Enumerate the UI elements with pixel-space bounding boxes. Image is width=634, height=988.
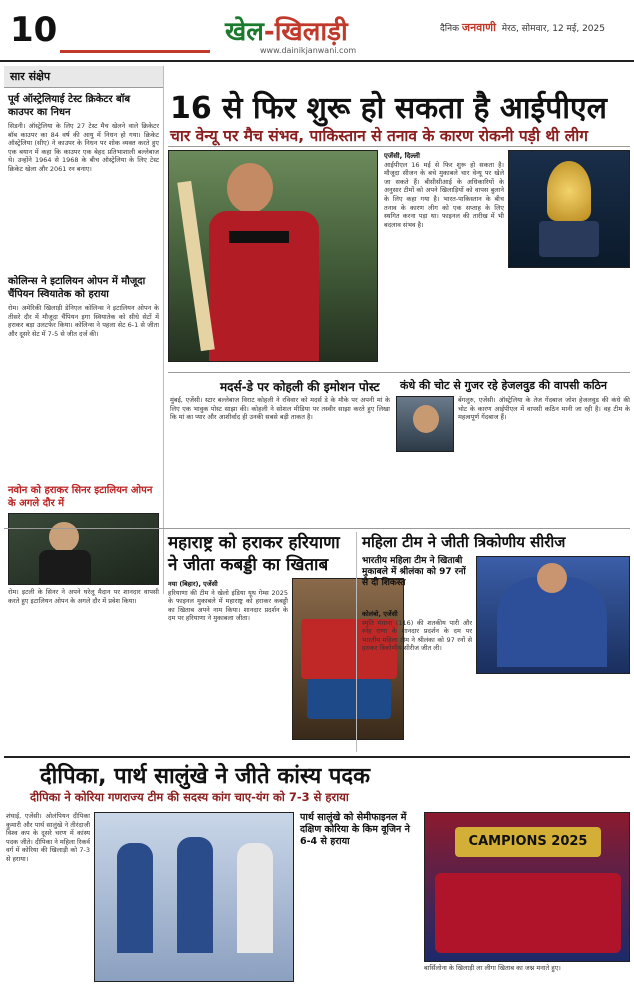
virat-batting-photo bbox=[168, 150, 378, 362]
header-rule bbox=[60, 50, 210, 53]
website-link[interactable]: www.dainikjanwani.com bbox=[260, 46, 357, 55]
lead-body: आईपीएल 16 मई से फिर शुरू हो सकता है। मौजूदा सीजन के बचे मुकाबले चार वेन्यू पर खेले जा सकते हैं। बीसीसीआई के अधिकारियों के अनुसार टीमों को अपने खिलाड़ियों को वापस बुलाने के लिए कहा गया है। भारत-पाकिस्तान के बीच तनाव के कारण लीग को एक सप्ताह के लिए स्थगित करना पड़ा था। फाइनल की तारीख में भी बदलाव संभव है। bbox=[384, 160, 504, 229]
brief-1-headline: पूर्व ऑस्ट्रेलियाई टेस्ट क्रिकेटर बॉब काउपर का निधन bbox=[8, 94, 131, 118]
lead-headline: 16 से फिर शुरू हो सकता है आईपीएल bbox=[170, 91, 607, 126]
football-caption: बार्सिलोना के खिलाड़ी ला लीगा खिताब का जश्न मनाते हुए। bbox=[424, 964, 561, 972]
barcelona-celebration-photo bbox=[424, 812, 630, 962]
paper-prefix: दैनिक bbox=[440, 24, 460, 34]
mid-rule bbox=[4, 528, 630, 529]
page-header bbox=[0, 0, 634, 62]
lead-subheadline: चार वेन्यू पर मैच संभव, पाकिस्तान से तनाव के कारण रोकनी पड़ी थी लीग bbox=[170, 127, 588, 145]
mid-divider bbox=[356, 532, 357, 752]
hazlewood-body: बेंगलुरु, एजेंसी। ऑस्ट्रेलिया के तेज गेंदबाज जोश हेजलवुड की कंधे की चोट के कारण आईपीएल में वापसी कठिन मानी जा रही है। वह टीम के महत्वपूर्ण गेंदबाज हैं। bbox=[458, 396, 630, 422]
brief-3-headline: नवोन को हराकर सिनर इटालियन ओपन के अगले दौर में bbox=[8, 485, 153, 509]
page-number: 10 bbox=[10, 10, 58, 50]
hazlewood-headline: कंधे की चोट से गुजर रहे हेजलवुड की वापसी कठिन bbox=[400, 379, 608, 392]
section-title bbox=[225, 12, 348, 48]
kohli-rule bbox=[168, 372, 630, 373]
brief-2-headline: कोलिन्स ने इटालियन ओपन में मौजूदा चैंपियन स्वियातेक को हराया bbox=[8, 276, 146, 300]
lead-dateline: एजेंसी, दिल्ली bbox=[384, 152, 420, 160]
brief-3-caption: रोम। इटली के सिनर ने अपने घरेलू मैदान पर शानदार वापसी करते हुए इटालियन ओपन के अगले दौर में प्रवेश किया। bbox=[8, 588, 159, 605]
campions-banner: CAMPIONS 2025 bbox=[455, 827, 601, 857]
kabaddi-headline: महाराष्ट्र को हराकर हरियाणा ने जीता कबड्डी का खिताब bbox=[168, 533, 340, 575]
brief-2-body: रोम। अमेरिकी खिलाड़ी डेनिएल कोलिन्स ने इटालियन ओपन के तीसरे दौर में मौजूदा चैंपियन इगा स्वियातेक को सीधे सेटों में हराकर बड़ा उलटफेर किया। कोलिन्स ने पहला सेट 6-1 से जीता और दूसरे सेट में 7-5 से जीत दर्ज की। bbox=[8, 304, 159, 338]
hazlewood-photo bbox=[396, 396, 454, 452]
women-team-photo bbox=[476, 556, 630, 674]
lead-rule bbox=[168, 146, 630, 147]
kabaddi-body: हरियाणा की टीम ने खेलो इंडिया यूथ गेम्स 2025 के फाइनल मुकाबले में महाराष्ट्र को हराकर कबड्डी का खिताब अपने नाम किया। शानदार प्रदर्शन के दम पर हरियाणा ने मुकाबला जीता। bbox=[168, 588, 288, 623]
women-dateline: कोलंबो, एजेंसी bbox=[362, 610, 398, 618]
women-headline: महिला टीम ने जीती त्रिकोणीय सीरीज bbox=[362, 533, 566, 551]
women-body-col bbox=[362, 610, 472, 740]
archery-medalists-photo bbox=[94, 812, 294, 982]
women-subhead: भारतीय महिला टीम ने खिताबी मुकाबले में श्रीलंका को 97 रनों से दी शिकस्त bbox=[362, 556, 466, 588]
kabaddi-dateline: नया (बिहार), एजेंसी bbox=[168, 580, 218, 588]
deepika-headline: दीपिका, पार्थ सालुंखे ने जीते कांस्य पदक bbox=[40, 764, 370, 789]
deepika-subhead: दीपिका ने कोरिया गणराज्य टीम की सदस्य कांग चाए-यंग को 7-3 से हराया bbox=[30, 790, 349, 804]
paper-name: जनवाणी bbox=[461, 21, 496, 34]
sidebar-title: सार संक्षेप bbox=[4, 66, 163, 88]
sidebar-briefs bbox=[4, 66, 164, 605]
ipl-trophy-photo bbox=[508, 150, 630, 268]
women-body: स्मृति मंधाना (116) की शतकीय पारी और स्नेह राणा के शानदार प्रदर्शन के दम पर भारतीय महिला टीम ने श्रीलंका को 97 रनों से हराकर त्रिकोणीय सीरीज जीत ली। bbox=[362, 618, 472, 653]
bottom-rule bbox=[4, 756, 630, 758]
football-headline: पार्थ सालुंखे को सेमीफाइनल में दक्षिण कोरिया के किम वूजिन ने 6-4 से हराया bbox=[300, 812, 410, 847]
section-title-a: खेल bbox=[225, 17, 264, 47]
brief-1-body: सिडनी। ऑस्ट्रेलिया के लिए 27 टेस्ट मैच खेलने वाले क्रिकेटर बॉब काउपर का 84 वर्ष की आयु में निधन हो गया। क्रिकेट ऑस्ट्रेलिया (सीए) ने काउपर के निधन पर शोक व्यक्त करते हुए एक बयान में कहा कि काउपर एक बेहद प्रतिभाशाली बल्लेबाज थे। उन्होंने 1964 से 1968 के बीच ऑस्ट्रेलिया के लिए टेस्ट क्रिकेट खेला और 2061 रन बनाए। bbox=[8, 122, 159, 173]
sinner-photo bbox=[8, 513, 159, 585]
deepika-body: शंघाई, एजेंसी। ओलंपियन दीपिका कुमारी और पार्थ सालुंखे ने तीरंदाजी विश्व कप के दूसरे चरण में कांस्य पदक जीते। दीपिका ने महिला रिकर्व वर्ग में कोरिया की खिलाड़ी को 7-3 से हराया। bbox=[6, 812, 90, 863]
kabaddi-body-col bbox=[168, 580, 288, 740]
section-title-b: खिलाड़ी bbox=[274, 17, 348, 47]
kohli-body: मुंबई, एजेंसी। स्टार बल्लेबाज विराट कोहली ने रविवार को मदर्स डे के मौके पर अपनी मां के लिए एक भावुक पोस्ट साझा की। कोहली ने सोशल मीडिया पर तस्वीर साझा करते हुए लिखा कि मां का प्यार और आशीर्वाद ही उनकी सबसे बड़ी ताकत है। bbox=[170, 396, 390, 422]
issue-date: मेरठ, सोमवार, 12 मई, 2025 bbox=[501, 24, 605, 34]
section-title-sep: - bbox=[263, 17, 275, 47]
kohli-headline: मदर्स-डे पर कोहली की इमोशन पोस्ट bbox=[220, 380, 380, 394]
paper-meta bbox=[440, 20, 605, 35]
